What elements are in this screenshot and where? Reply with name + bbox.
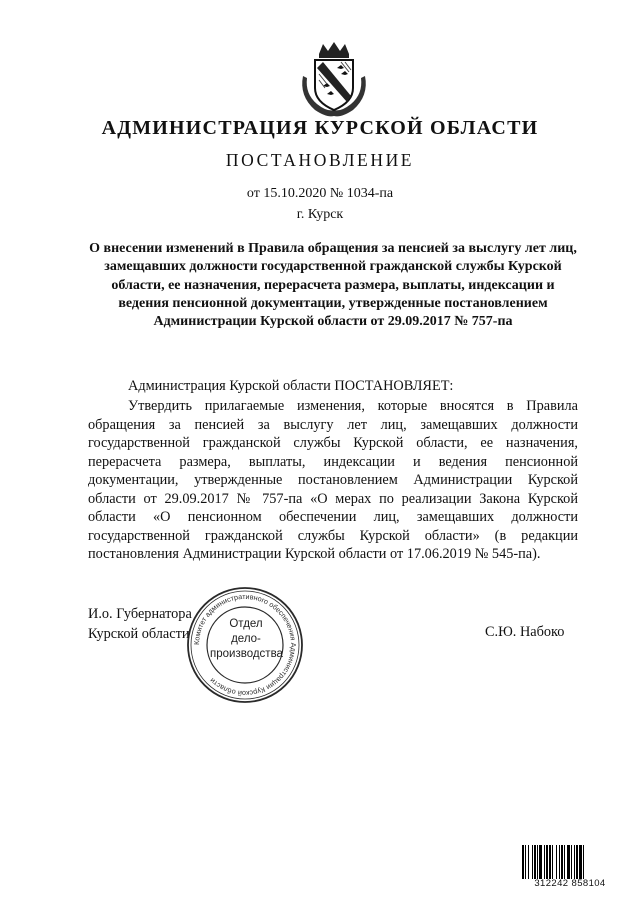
document-date-number: от 15.10.2020 № 1034-па [246, 186, 394, 201]
stamp-center-line3: производства [210, 648, 283, 660]
organization-name: АДМИНИСТРАЦИЯ КУРСКОЙ ОБЛАСТИ [101, 117, 539, 139]
resolution-intro: Администрация Курской области ПОСТАНОВЛЯЕТ: [128, 378, 454, 394]
signatory-position-line2: Курской области [88, 626, 190, 642]
stamp-ring-text: Комитет административного обеспечения Администрации Курской области [191, 591, 299, 699]
stamp-center-line2: дело- [231, 633, 261, 645]
signatory-position [88, 604, 192, 644]
coat-of-arms-icon [297, 40, 371, 118]
document-city: г. Курск [296, 207, 344, 222]
barcode [522, 845, 618, 879]
barcode-number: 312242 858104 [534, 878, 606, 889]
resolution-paragraph: Утвердить прилагаемые изменения, которые вносятся в Правила обращения за пенсией за выслугу лет лиц, замещавших должности государственной гражданской службы Курской области, ее назначения, перерасчета размера, выплаты, индексации и ведения пенсионной документации, утвержденные постановлением Администрации Курской области от 29.09.2017 № 757-па «О мерах по реализации Закона Курской области «О пенсионном обеспечении лиц, замещавших должности государственной гражданской службы Курской области» (в редакции постановления Администрации Курской области от 17.06.2019 № 545-па). [88, 398, 578, 562]
document-subject: О внесении изменений в Правила обращения за пенсией за выслугу лет лиц, замещавших должности государственной гражданской службы Курской области, ее назначения, перерасчета размера, выплаты, индексации и ведения пенсионной документации, утвержденные постановлением Администрации Курской области от 29.09.2017 № 757-па [89, 241, 577, 330]
signatory-position-line1: И.о. Губернатора [88, 606, 192, 622]
stamp-center-line1: Отдел [229, 618, 263, 630]
document-type: ПОСТАНОВЛЕНИЕ [225, 150, 415, 170]
signatory-name: С.Ю. Набоко [485, 624, 565, 640]
stamp-center [210, 617, 282, 662]
